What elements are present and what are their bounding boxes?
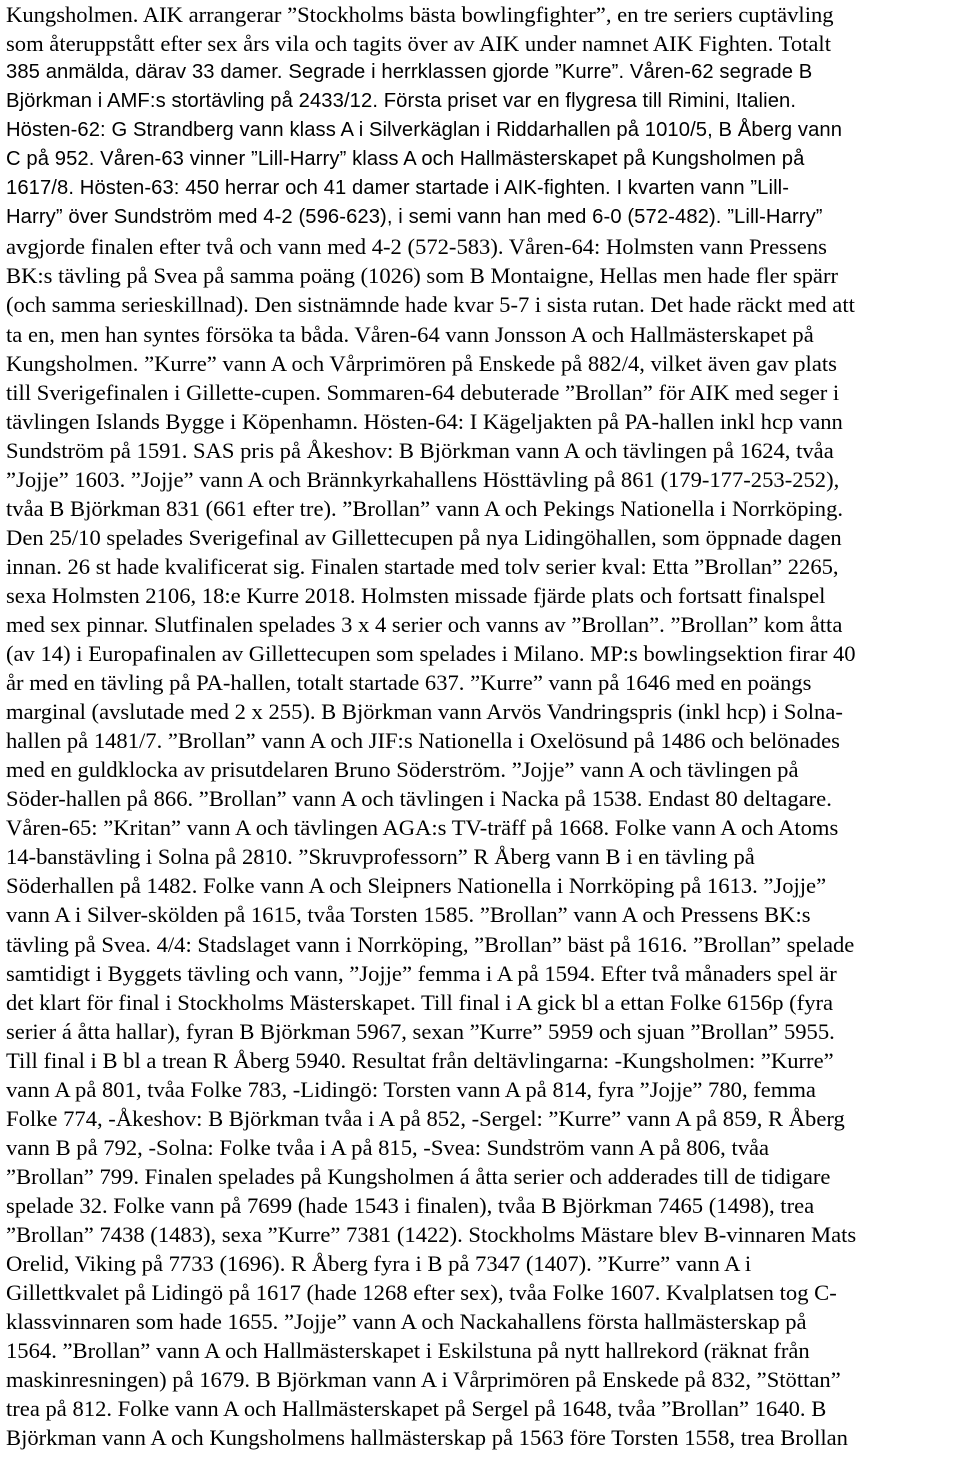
text-line: 14-banstävling i Solna på 2810. ”Skruvprofessorn” R Åberg vann B i en tävling på: [6, 844, 755, 870]
text-line: Kungsholmen. AIK arrangerar ”Stockholms bästa bowlingfighter”, en tre seriers cuptävling: [6, 2, 834, 27]
text-line: Till final i B bl a trean R Åberg 5940. Resultat från deltävlingarna: -Kungsholmen: ”Kurre”: [6, 1047, 834, 1073]
text-line: C på 952. Våren-63 vinner ”Lill-Harry” klass A och Hallmästerskapet på Kungsholmen på: [6, 148, 805, 171]
text-line: 1564. ”Brollan” vann A och Hallmästerskapet i Eskilstuna på nytt hallrekord (räknat från: [6, 1338, 810, 1364]
text-line: det klart för final i Stockholms Mästerskapet. Till final i A gick bl a ettan Folke 6156p (fyra: [6, 989, 834, 1015]
text-line: Söderhallen på 1482. Folke vann A och Sleipners Nationella i Norrköping på 1613. ”Jojje”: [6, 873, 827, 899]
text-line: serier á åtta hallar), fyran B Björkman 5967, sexan ”Kurre” 5959 och sjuan ”Brollan” 5955.: [6, 1018, 835, 1044]
text-line: Björkman vann A och Kungsholmens hallmästerskap på 1563 före Torsten 1558, trea Brollan: [6, 1425, 848, 1451]
text-line: tvåa B Björkman 831 (661 efter tre). ”Brollan” vann A och Pekings Nationella i Norrköping.: [6, 495, 844, 521]
text-line: Våren-65: ”Kritan” vann A och tävlingen AGA:s TV-träff på 1668. Folke vann A och Atoms: [6, 815, 839, 841]
text-line: ta en, men han syntes försöka ta båda. Våren-64 vann Jonsson A och Hallmästerskapet på: [6, 321, 814, 347]
text-line: Folke 774, -Åkeshov: B Björkman tvåa i A på 852, -Sergel: ”Kurre” vann A på 859, R Åberg: [6, 1105, 845, 1131]
text-line: maskinresningen) på 1679. B Björkman vann A i Vårprimören på Enskede på 832, ”Stöttan”: [6, 1367, 841, 1393]
text-line: ”Brollan” 799. Finalen spelades på Kungsholmen á åtta serier och adderades till de tidigare: [6, 1163, 831, 1189]
text-line: Kungsholmen. ”Kurre” vann A och Vårprimören på Enskede på 882/4, vilket även gav plats: [6, 350, 837, 376]
text-line: till Sverigefinalen i Gillette-cupen. Sommaren-64 debuterade ”Brollan” för AIK med seger i: [6, 379, 840, 405]
text-line: Sundström på 1591. SAS pris på Åkeshov: B Björkman vann A och tävlingen på 1624, tvåa: [6, 437, 834, 463]
text-line: sexa Holmsten 2106, 18:e Kurre 2018. Holmsten missade fjärde plats och fortsatt finalspel: [6, 582, 826, 608]
text-line: ”Jojje” 1603. ”Jojje” vann A och Brännkyrkahallens Hösttävling på 861 (179-177-253-252),: [6, 466, 840, 492]
text-line: Orelid, Viking på 7733 (1696). R Åberg fyra i B på 7347 (1407). ”Kurre” vann A i: [6, 1251, 752, 1277]
text-line: trea på 812. Folke vann A och Hallmästerskapet på Sergel på 1648, tvåa ”Brollan” 1640. B: [6, 1396, 827, 1422]
text-line: ”Brollan” 7438 (1483), sexa ”Kurre” 7381 (1422). Stockholms Mästare blev B-vinnaren Mats: [6, 1221, 857, 1247]
text-line: Den 25/10 spelades Sverigefinal av Gillettecupen på nya Lidingöhallen, som öppnade dagen: [6, 524, 842, 550]
text-line: med en guldklocka av prisutdelaren Bruno Söderström. ”Jojje” vann A och tävlingen på: [6, 757, 799, 783]
text-line: hallen på 1481/7. ”Brollan” vann A och JIF:s Nationella i Oxelösund på 1486 och belönades: [6, 728, 840, 754]
text-line: tävling på Svea. 4/4: Stadslaget vann i Norrköping, ”Brollan” bäst på 1616. ”Brollan” spelade: [6, 931, 855, 957]
text-line: som återuppstått efter sex års vila och tagits över av AIK under namnet AIK Fighten. Totalt: [6, 31, 831, 57]
text-line: innan. 26 st hade kvalificerat sig. Finalen startade med tolv serier kval: Etta ”Brollan” 2265,: [6, 553, 839, 579]
text-line: Söder-hallen på 866. ”Brollan” vann A och tävlingen i Nacka på 1538. Endast 80 deltagare.: [6, 786, 832, 812]
text-line: tävlingen Islands Bygge i Köpenhamn. Hösten-64: I Kägeljakten på PA-hallen inkl hcp vann: [6, 408, 843, 434]
text-line: med sex pinnar. Slutfinalen spelades 3 x 4 serier och vanns av ”Brollan”. ”Brollan” kom åtta: [6, 611, 843, 637]
text-line: spelade 32. Folke vann på 7699 (hade 1543 i finalen), tvåa B Björkman 7465 (1498), trea: [6, 1192, 815, 1218]
text-line: klassvinnaren som hade 1655. ”Jojje” vann A och Nackahallens första hallmästerskap på: [6, 1309, 807, 1335]
document-body-text: [6, 0, 954, 1452]
text-line: Björkman i AMF:s stortävling på 2433/12. Första priset var en flygresa till Rimini, Italien.: [6, 90, 797, 113]
text-line: Hösten-62: G Strandberg vann klass A i Silverkäglan i Riddarhallen på 1010/5, B Åberg vann: [6, 119, 843, 142]
text-line: vann A i Silver-skölden på 1615, tvåa Torsten 1585. ”Brollan” vann A och Pressens BK:s: [6, 902, 811, 928]
text-line: år med en tävling på PA-hallen, totalt startade 637. ”Kurre” vann på 1646 med en poängs: [6, 670, 812, 696]
text-line: 385 anmälda, därav 33 damer. Segrade i herrklassen gjorde ”Kurre”. Våren-62 segrade B: [6, 61, 813, 84]
text-line: 1617/8. Hösten-63: 450 herrar och 41 damer startade i AIK-fighten. I kvarten vann ”Lill-: [6, 177, 790, 200]
text-line: Harry” över Sundström med 4-2 (596-623), i semi vann han med 6-0 (572-482). ”Lill-Harry”: [6, 206, 823, 229]
text-line: BK:s tävling på Svea på samma poäng (1026) som B Montaigne, Hellas men hade fler spärr: [6, 263, 839, 289]
text-line: marginal (avslutade med 2 x 255). B Björkman vann Arvös Vandringspris (inkl hcp) i Solna-: [6, 699, 843, 725]
text-line: samtidigt i Byggets tävling och vann, ”Jojje” femma i A på 1594. Efter två månaders spel är: [6, 960, 837, 986]
text-line: vann B på 792, -Solna: Folke tvåa i A på 815, -Svea: Sundström vann A på 806, tvåa: [6, 1134, 770, 1160]
text-line: (och samma serieskillnad). Den sistnämnde hade kvar 5-7 i sista rutan. Det hade räckt med att: [6, 292, 855, 318]
text-line: avgjorde finalen efter två och vann med 4-2 (572-583). Våren-64: Holmsten vann Pressens: [6, 234, 827, 260]
text-line: vann A på 801, tvåa Folke 783, -Lidingö: Torsten vann A på 814, fyra ”Jojje” 780, femma: [6, 1076, 816, 1102]
text-line: (av 14) i Europafinalen av Gillettecupen som spelades i Milano. MP:s bowlingsektion firar 40: [6, 641, 856, 667]
text-line: Gillettkvalet på Lidingö på 1617 (hade 1268 efter sex), tvåa Folke 1607. Kvalplatsen tog C-: [6, 1280, 837, 1306]
